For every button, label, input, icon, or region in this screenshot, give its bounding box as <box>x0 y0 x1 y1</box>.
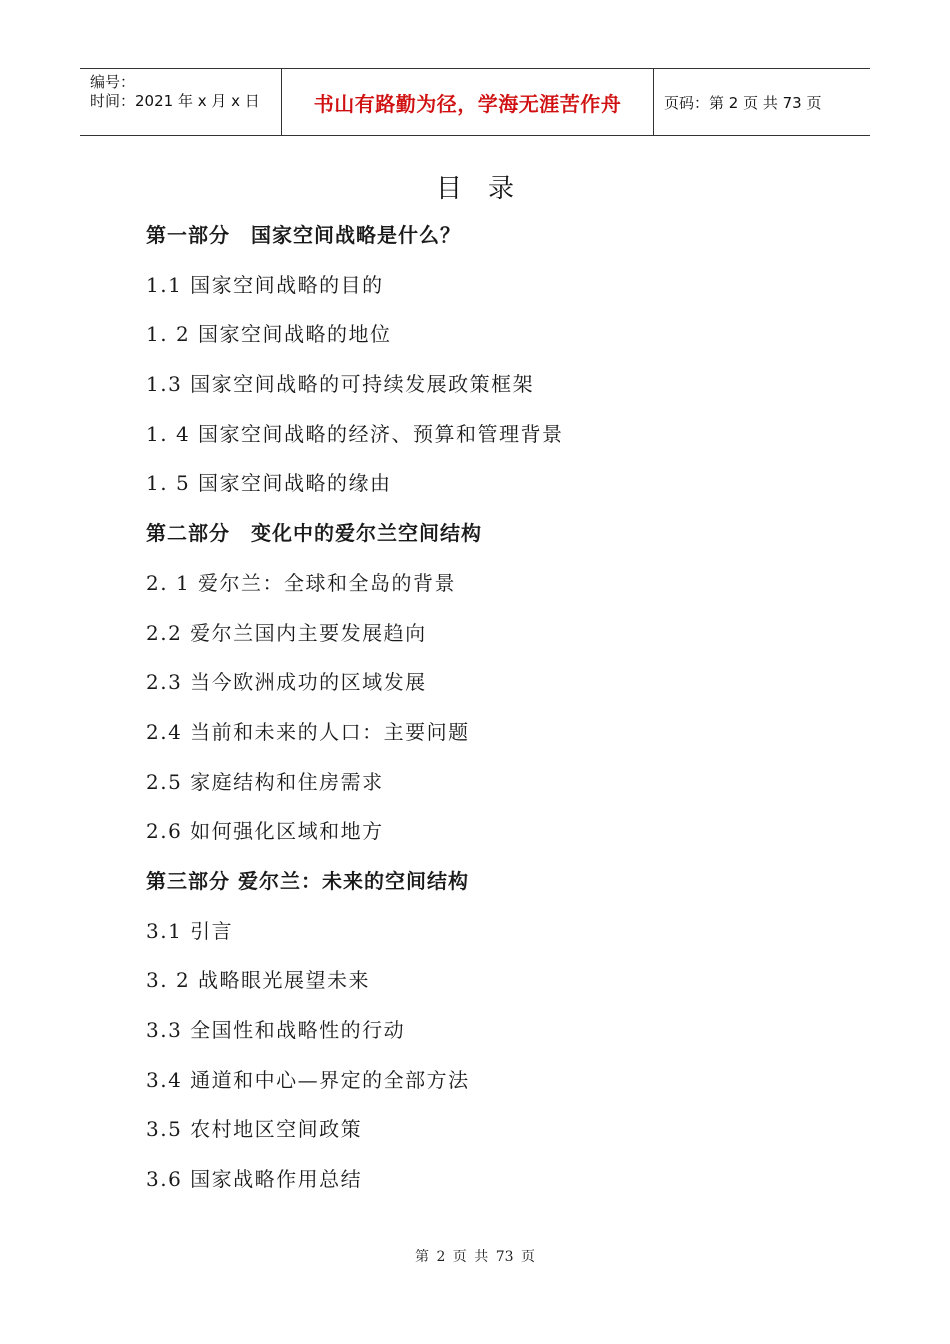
toc-item[interactable]: 1. 5 国家空间战略的缘由 <box>146 471 392 496</box>
toc-item[interactable]: 3.1 引言 <box>146 918 234 943</box>
toc-item[interactable]: 1.1 国家空间战略的目的 <box>146 272 384 297</box>
header-page-info: 页码：第 2 页 共 73 页 <box>664 93 822 112</box>
toc-item[interactable]: 2.2 爱尔兰国内主要发展趋向 <box>146 620 427 645</box>
page-footer: 第 2 页 共 73 页 <box>415 1249 535 1265</box>
page-header <box>80 68 870 136</box>
toc-item[interactable]: 2.6 如何强化区域和地方 <box>146 819 384 844</box>
toc-item[interactable]: 3.5 农村地区空间政策 <box>146 1117 363 1142</box>
toc-item[interactable]: 3.3 全国性和战略性的行动 <box>146 1018 406 1042</box>
toc-item[interactable]: 1. 4 国家空间战略的经济、预算和管理背景 <box>146 421 564 446</box>
date-label: 时间：2021 年 x 月 x 日 <box>90 92 260 110</box>
toc-item[interactable]: 2. 1 爱尔兰：全球和全岛的背景 <box>146 570 457 595</box>
toc-item[interactable]: 3. 2 战略眼光展望未来 <box>146 968 371 993</box>
toc-item[interactable]: 1. 2 国家空间战略的地位 <box>146 322 392 347</box>
header-motto: 书山有路勤为径，学海无涯苦作舟 <box>282 69 654 135</box>
header-meta <box>80 69 282 135</box>
toc-section-heading[interactable]: 第一部分 国家空间战略是什么？ <box>146 223 461 247</box>
toc-item[interactable]: 3.4 通道和中心—界定的全部方法 <box>146 1067 470 1092</box>
toc-item[interactable]: 3.6 国家战略作用总结 <box>146 1167 363 1192</box>
toc-section-heading[interactable]: 第三部分 爱尔兰：未来的空间结构 <box>146 868 469 893</box>
serial-label: 编号： <box>90 73 136 91</box>
toc-item[interactable]: 2.3 当今欧洲成功的区域发展 <box>146 670 427 695</box>
toc-item[interactable]: 1.3 国家空间战略的可持续发展政策框架 <box>146 372 535 397</box>
table-of-contents <box>146 220 826 1214</box>
page-title: 目录 <box>435 174 540 204</box>
toc-section-heading[interactable]: 第二部分 变化中的爱尔兰空间结构 <box>146 521 482 546</box>
toc-item[interactable]: 2.4 当前和未来的人口：主要问题 <box>146 719 470 744</box>
toc-item[interactable]: 2.5 家庭结构和住房需求 <box>146 769 384 794</box>
